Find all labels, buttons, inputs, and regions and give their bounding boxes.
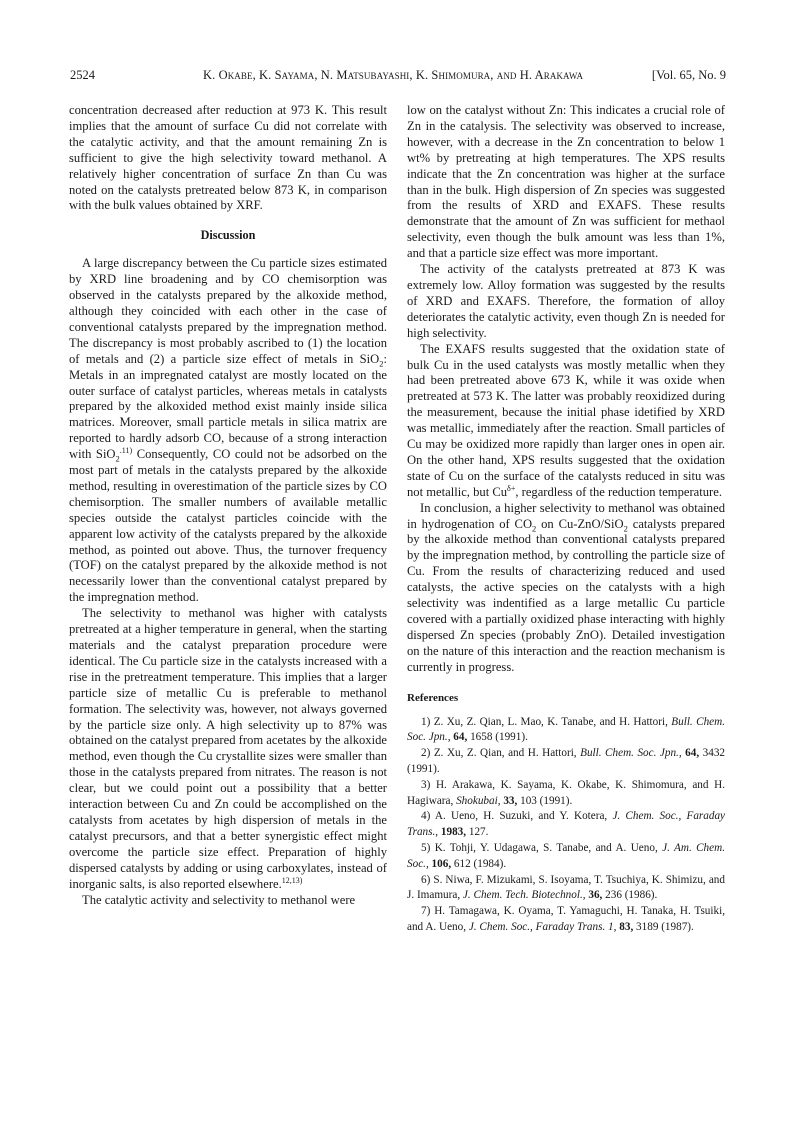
paragraph: The selectivity to methanol was higher with catalysts pretreated at a higher temperature in general, when the starting materials and the catalyst preparation procedure were identical. The Cu particle size in the catalysts increased with a rise in the pretreatment temperature. This implies that a larger particle size of metallic Cu is preferable to methanol formation. The selectivity was, however, not always governed by the particle size only. A high selectivity up to 87% was obtained on the catalyst prepared from acetates by the alkoxide method, even though the Cu crystallite sizes were smaller than those in the catalysts prepared from nitrates. The reason is not clear, but we could point out a possibility that a better interaction between Cu and Zn could be accomplished on the catalysts from acetates by high dispersion of metals in the catalyst precursors, and that a better synergistic effect might overcome the particle size effect. Preparation of highly dispersed catalysts by adding or using carboxylates, instead of inorganic salts, is also reported elsewhere.$^{12,13)}$ xyxy=(69,606,387,891)
reference-item: 1) Z. Xu, Z. Qian, L. Mao, K. Tanabe, and H. Hattori, Bull. Chem. Soc. Jpn., 64, 1658 (1991). xyxy=(407,715,726,744)
paragraph: The EXAFS results suggested that the oxidation state of bulk Cu in the used catalysts was mostly metallic when they had been pretreated above 673 K, while it was oxide when pretreated at 573 K. The latter was probably reoxidized during the measurement, because the initial phase idetified by XRD was metallic, immediately after the reaction. Small particles of Cu may be oxidized more rapidly than larger ones in open air. On the other hand, XPS results suggested that the oxidation state of Cu on the surface of the catalysts reduced in situ was not metallic, but $Cu^{\delta+}$, regardless of the reduction temperature. xyxy=(407,341,725,499)
page-number: 2524 xyxy=(70,68,95,82)
running-header xyxy=(70,68,726,86)
reference-list xyxy=(407,715,725,936)
reference-item: 3) H. Arakawa, K. Sayama, K. Okabe, K. Shimomura, and H. Hagiwara, Shokubai, 33, 103 (1991). xyxy=(407,778,726,807)
reference-item: 2) Z. Xu, Z. Qian, and H. Hattori, Bull. Chem. Soc. Jpn., 64, 3432 (1991). xyxy=(407,747,725,775)
paragraph: The catalytic activity and selectivity to methanol were xyxy=(82,892,356,907)
left-column xyxy=(69,103,387,908)
running-header-authors: K. Okabe, K. Sayama, N. Matsubayashi, K. Shimomura, and H. Arakawa xyxy=(203,68,584,82)
citation: 12,13) xyxy=(281,875,303,885)
paragraph: concentration decreased after reduction at 973 K. This result implies that the amount of surface Cu did not correlate with the catalytic activity, and that the amount remaining Zn is sufficient to give the high selectivity toward methanol. A relatively higher concentration of surface Zn than Cu was noted on the catalysts pretreated below 873 K, in comparison with the bulk values obtained by XRF. xyxy=(69,103,387,213)
reference-item: 7) H. Tamagawa, K. Oyama, T. Yamaguchi, H. Tanaka, H. Tsuiki, and A. Ueno, J. Chem. Soc., Faraday Trans. 1, 83, 3189 (1987). xyxy=(407,905,726,933)
paragraph: The activity of the catalysts pretreated at 873 K was extremely low. Alloy formation was suggested by the results of XRD and EXAFS. Therefore, the formation of alloy deteriorates the catalytic activity, even though Zn is needed for high selectivity. xyxy=(407,262,725,340)
reference-item: 4) A. Ueno, H. Suzuki, and Y. Kotera, J. Chem. Soc., Faraday Trans., 1983, 127. xyxy=(407,810,726,839)
paragraph: low on the catalyst without Zn: This indicates a crucial role of Zn in the catalysis. The selectivity was observed to increase, however, with a decrease in the Zn concentration to below 1 wt% by pretreating at high temperatures. The XPS results indicate that the Zn concentration was higher at the surface than in the bulk. High dispersion of Zn species was suggested from the results of XRD and EXAFS. These results demonstrate that the amount of Zn was sufficient for methaol selectivity, even though the bulk amount was less than 1%, and that a particle size effect was more important. xyxy=(407,103,725,261)
reference-item: 6) S. Niwa, F. Mizukami, S. Isoyama, T. Tsuchiya, K. Shimizu, and J. Imamura, J. Chem. Tech. Biotechnol., 36, 236 (1986). xyxy=(407,873,725,902)
references-title: References xyxy=(407,691,459,704)
volume-info: [Vol. 65, No. 9 xyxy=(651,68,726,82)
reference-item: 5) K. Tohji, Y. Udagawa, S. Tanabe, and A. Ueno, J. Am. Chem. Soc., 106, 612 (1984). xyxy=(407,841,725,870)
paragraph: A large discrepancy between the Cu particle sizes estimated by XRD line broadening and by CO chemisorption was observed in the catalysts prepared by the alkoxide method, although they coincided with each other in the case of conventional catalysts prepared by the impregnation method. The discrepancy is most probably ascribed to (1) the location of metals and (2) a particle size effect of metals in SiO$_2$: Metals in an impregnated catalyst are mostly located on the outer surface of catalyst particles, whereas metals in catalysts prepared by the alkoxided method exist mainly inside silica matrices. Moreover, small particle metals in silica matrix are reported to hardly adsorb CO, because of a strong interaction with SiO$_2^{.11)}$ Consequently, CO could not be adsorbed on the most part of metals in the catalysts prepared by the alkoxide method, resulting in overestimation of the particle sizes by CO chemisorption. The smaller numbers of available metallic species outside the catalyst particles coincide with the apparent low activity of the catalysts prepared by the alkoxide method, as pointed out above. Thus, the turnover frequency (TOF) on the catalyst prepared by the alkoxide method is not necessarily lower than the conventional catalyst prepared by the impregnation method. xyxy=(69,256,388,605)
right-column xyxy=(407,103,725,936)
citation: .11) xyxy=(119,445,133,455)
paragraph: In conclusion, a higher selectivity to methanol was obtained in hydrogenation of $CO_2$ on Cu-ZnO/SiO$_2$ catalysts prepared by the alkoxide method than conventional catalysts prepared by the impregnation method, by controlling the particle size of Cu. From the results of characterizing reduced and used catalysts, the active species on the catalysts with a high selectivity was indentified as a large metallic Cu particle covered with a partially oxidized phase interacting with highly dispersed Zn species (probably ZnO). Detailed investigation on the nature of this interaction and the reaction mechanism is currently in progress. xyxy=(407,500,725,674)
section-title-discussion: Discussion xyxy=(200,228,256,243)
